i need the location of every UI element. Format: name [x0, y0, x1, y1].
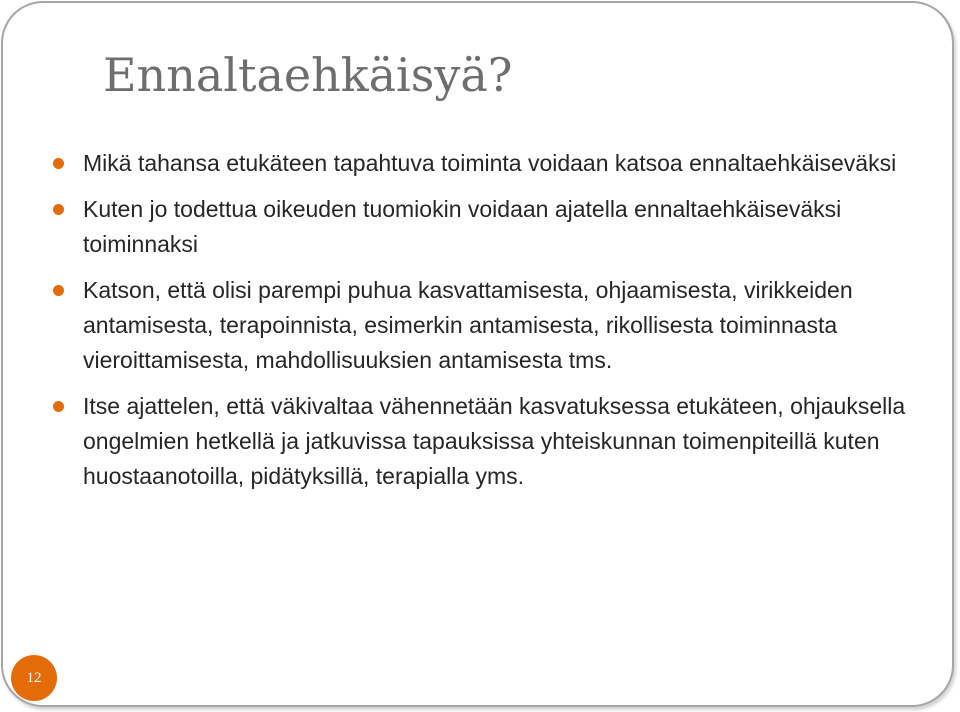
bullet-dot-icon	[53, 401, 64, 412]
bullet-item	[52, 192, 912, 262]
bullet-item	[52, 273, 912, 378]
bullet-list	[52, 146, 912, 505]
bullet-dot-icon	[53, 285, 64, 296]
bullet-dot-icon	[53, 204, 64, 215]
bullet-text: Itse ajattelen, että väkivaltaa vähennetään kasvatuksessa etukäteen, ohjauksella ongelmien hetkellä ja jatkuvissa tapauksissa yhteiskunnan toimenpiteillä kuten huostaanotoilla, pidätyksillä, terapialla yms.	[83, 393, 906, 489]
bullet-text: Kuten jo todettua oikeuden tuomiokin voidaan ajatella ennaltaehkäiseväksi toiminnaksi	[83, 196, 842, 257]
bullet-item	[52, 146, 912, 181]
bullet-dot-icon	[53, 158, 64, 169]
page-number-badge: 12	[11, 655, 57, 701]
bullet-item	[52, 389, 912, 494]
bullet-text: Katson, että olisi parempi puhua kasvattamisesta, ohjaamisesta, virikkeiden antamisesta, terapoinnista, esimerkin antamisesta, rikollisesta toiminnasta vieroittamisesta, mahdollisuuksien antamisesta tms.	[83, 277, 853, 373]
bullet-text: Mikä tahansa etukäteen tapahtuva toiminta voidaan katsoa ennaltaehkäiseväksi	[83, 150, 897, 176]
slide-title: Ennaltaehkäisyä?	[103, 48, 513, 102]
